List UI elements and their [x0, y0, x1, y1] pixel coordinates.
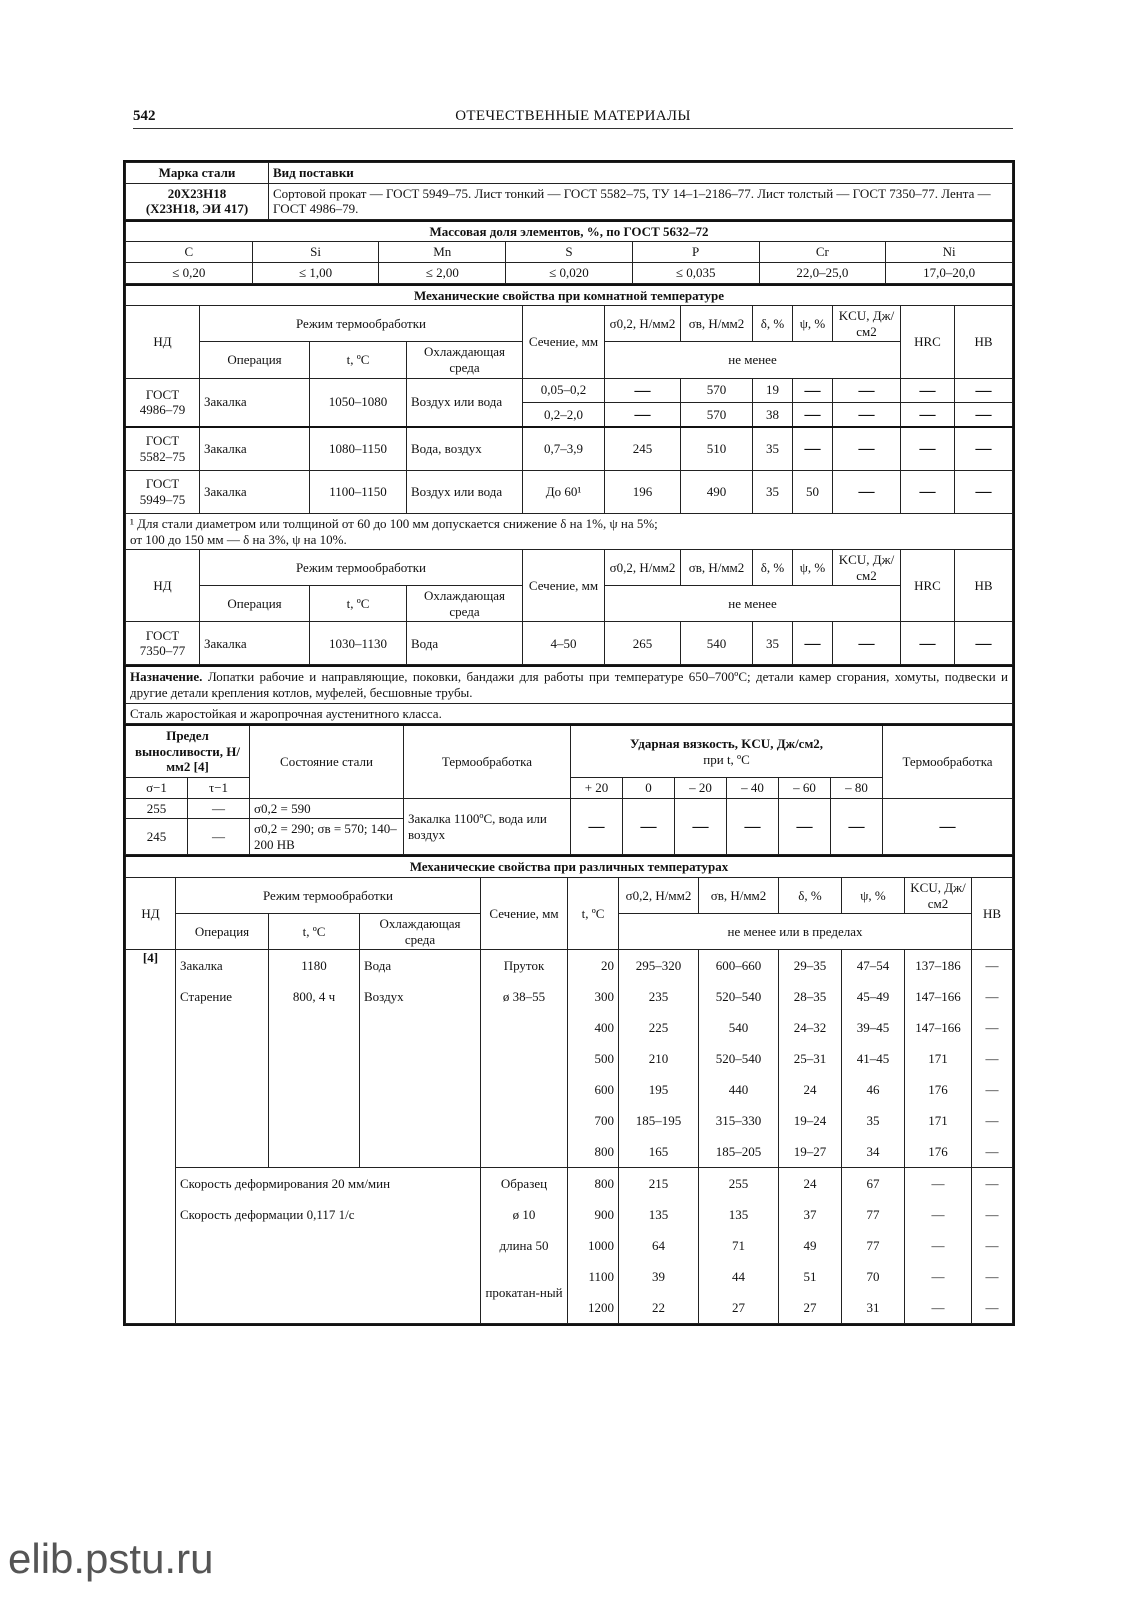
prop-value: 195: [619, 1074, 699, 1105]
prop-value: 440: [699, 1074, 779, 1105]
page-header: [133, 106, 1013, 129]
endurance-table: [125, 724, 1013, 855]
s02-value: —: [605, 402, 681, 427]
prop-value: 44: [699, 1261, 779, 1292]
mech-temp-title: Механические свойства при различных температурах: [126, 856, 1013, 877]
element-value: 22,0–25,0: [759, 262, 886, 283]
nd-value: ГОСТ 5949–75: [126, 470, 200, 513]
temp-header: – 40: [727, 778, 779, 799]
prop-value: 29–35: [779, 950, 842, 982]
prop-value: —: [972, 981, 1013, 1012]
heat2-value: —: [883, 798, 1013, 855]
col-cool: Охлаждающая среда: [407, 586, 523, 622]
nd-value: ГОСТ 7350–77: [126, 622, 200, 665]
t-value: 1050–1080: [310, 378, 407, 427]
kcu-value: —: [833, 427, 901, 471]
prop-value: 165: [619, 1136, 699, 1168]
prop-value: 185–195: [619, 1105, 699, 1136]
prop-value: —: [905, 1292, 972, 1324]
cool-empty: [360, 1012, 481, 1043]
prop-value: 35: [842, 1105, 905, 1136]
psi-value: —: [793, 378, 833, 402]
prop-value: 147–166: [905, 1012, 972, 1043]
element-name: S: [506, 242, 633, 263]
prop-value: —: [972, 1136, 1013, 1168]
element-name: Ni: [886, 242, 1013, 263]
hb-value: —: [955, 622, 1013, 665]
col-sb: σв, Н/мм2: [681, 306, 753, 342]
table-row: [126, 981, 1013, 1012]
col-psi: ψ, %: [793, 550, 833, 586]
col-hrc: HRC: [901, 550, 955, 622]
table-row: [126, 378, 1013, 402]
prop-value: 46: [842, 1074, 905, 1105]
table-row: [126, 427, 1013, 471]
element-value: ≤ 0,020: [506, 262, 633, 283]
t-empty: [269, 1136, 360, 1168]
s02-value: 245: [605, 427, 681, 471]
col-delta: δ, %: [753, 306, 793, 342]
section-value: прокатан-ный: [481, 1261, 568, 1324]
prop-value: 210: [619, 1043, 699, 1074]
temp-value: 1200: [568, 1292, 619, 1324]
prop-value: 39–45: [842, 1012, 905, 1043]
col-section: Сечение, мм: [523, 550, 605, 622]
state-value: σ0,2 = 290; σв = 570; 140–200 НВ: [250, 819, 404, 855]
op-value: Закалка: [200, 378, 310, 427]
composition-table: [125, 220, 1013, 284]
prop-value: —: [972, 1012, 1013, 1043]
op-value: Старение: [176, 981, 269, 1012]
section-value: [481, 1136, 568, 1168]
tau-header: τ−1: [188, 778, 250, 799]
temp-header: – 20: [675, 778, 727, 799]
op-value: Закалка: [200, 470, 310, 513]
op2-value: [176, 1168, 481, 1324]
col-nd: НД: [126, 306, 200, 378]
section-value: 4–50: [523, 622, 605, 665]
op-empty: [176, 1012, 269, 1043]
element-value: ≤ 0,20: [126, 262, 253, 283]
cool-value: Воздух: [360, 981, 481, 1012]
cool-empty: [360, 1136, 481, 1168]
prop-value: 520–540: [699, 1043, 779, 1074]
prop-value: 171: [905, 1043, 972, 1074]
prop-value: —: [972, 1168, 1013, 1200]
purpose-text: Назначение. Лопатки рабочие и направляющие, поковки, бандажи для работы при температуре 650–700ºС; детали камер сгорания, хомуты, подвески и другие детали крепления котлов, муфелей, бесшовные трубы.: [126, 666, 1013, 703]
col-op: Операция: [200, 342, 310, 378]
page-number: 542: [133, 108, 156, 124]
t-value: 1100–1150: [310, 470, 407, 513]
op-empty: [176, 1105, 269, 1136]
kcu-value: —: [833, 378, 901, 402]
prop-value: 135: [619, 1199, 699, 1230]
section-value: [481, 1043, 568, 1074]
element-name: Si: [252, 242, 379, 263]
col-delta: δ, %: [753, 550, 793, 586]
prop-value: 41–45: [842, 1043, 905, 1074]
nd-value: ГОСТ 5582–75: [126, 427, 200, 471]
col-mode: Режим термообработки: [200, 550, 523, 586]
hb-value: —: [955, 427, 1013, 471]
heat-header: Термообработка: [404, 725, 571, 798]
prop-value: 176: [905, 1074, 972, 1105]
col-hb: HB: [955, 306, 1013, 378]
col-op: Операция: [176, 914, 269, 950]
t-empty: [269, 1012, 360, 1043]
temp-value: 1000: [568, 1230, 619, 1261]
temp-value: 400: [568, 1012, 619, 1043]
prop-value: —: [972, 950, 1013, 982]
temp-value: 500: [568, 1043, 619, 1074]
col-psi: ψ, %: [793, 306, 833, 342]
prop-value: —: [905, 1261, 972, 1292]
psi-value: 50: [793, 470, 833, 513]
tau-value: —: [188, 819, 250, 855]
d-value: 38: [753, 402, 793, 427]
section-value: [481, 1074, 568, 1105]
prop-value: 255: [699, 1168, 779, 1200]
t-value: 1030–1130: [310, 622, 407, 665]
hrc-value: —: [901, 470, 955, 513]
col-hb: HB: [955, 550, 1013, 622]
hrc-value: —: [901, 427, 955, 471]
section-value: ø 10: [481, 1199, 568, 1230]
table-row: [126, 950, 1013, 982]
table-row: [126, 622, 1013, 665]
psi-value: —: [793, 622, 833, 665]
prop-value: —: [905, 1230, 972, 1261]
prop-value: —: [972, 1199, 1013, 1230]
prop-value: 49: [779, 1230, 842, 1261]
prop-value: 540: [699, 1012, 779, 1043]
composition-elements: [126, 242, 1013, 263]
prop-value: 67: [842, 1168, 905, 1200]
col-mode: Режим термообработки: [176, 878, 481, 914]
temp-value: 900: [568, 1199, 619, 1230]
op-empty: [176, 1043, 269, 1074]
col-sb: σв, Н/мм2: [681, 550, 753, 586]
sigma-value: 245: [126, 819, 188, 855]
page-title: ОТЕЧЕСТВЕННЫЕ МАТЕРИАЛЫ: [455, 108, 691, 124]
hrc-value: —: [901, 622, 955, 665]
d-value: 35: [753, 470, 793, 513]
col-s02: σ0,2, Н/мм2: [619, 878, 699, 914]
composition-values: [126, 262, 1013, 283]
col-hrc: HRC: [901, 306, 955, 378]
prop-value: 185–205: [699, 1136, 779, 1168]
prop-value: 22: [619, 1292, 699, 1324]
steel-datasheet: [123, 160, 1015, 1326]
col-t: t, ºС: [310, 586, 407, 622]
t-value: 1080–1150: [310, 427, 407, 471]
purpose-table: [125, 665, 1013, 724]
composition-title: Массовая доля элементов, %, по ГОСТ 5632–72: [126, 221, 1013, 242]
op-value: Закалка: [200, 622, 310, 665]
footnote: ¹ Для стали диаметром или толщиной от 60 до 100 мм допускается снижение δ на 1%, ψ на 5%; от 100 до 150 мм — δ на 3%, ψ на 10%.: [126, 513, 1013, 549]
sb-value: 570: [681, 378, 753, 402]
table-row: [126, 1105, 1013, 1136]
hb-value: —: [955, 470, 1013, 513]
t-empty: [269, 1074, 360, 1105]
element-name: Cr: [759, 242, 886, 263]
col-delta: δ, %: [779, 878, 842, 914]
section-value: длина 50: [481, 1230, 568, 1261]
element-value: ≤ 1,00: [252, 262, 379, 283]
prop-value: 147–166: [905, 981, 972, 1012]
prop-value: —: [972, 1261, 1013, 1292]
col-t: t, ºС: [310, 342, 407, 378]
cool-value: Вода, воздух: [407, 427, 523, 471]
op-empty: [176, 1136, 269, 1168]
prop-value: 235: [619, 981, 699, 1012]
prop-value: —: [972, 1105, 1013, 1136]
cool-empty: [360, 1043, 481, 1074]
prop-value: 77: [842, 1199, 905, 1230]
prop-value: 295–320: [619, 950, 699, 982]
temp-header: – 80: [831, 778, 883, 799]
d-value: 19: [753, 378, 793, 402]
steel-class-text: Сталь жаростойкая и жаропрочная аустенитного класса.: [126, 703, 1013, 724]
sb-value: 570: [681, 402, 753, 427]
op-empty: [176, 1074, 269, 1105]
temp-header: 0: [623, 778, 675, 799]
col-kcu: KCU, Дж/см2: [905, 878, 972, 914]
col-op: Операция: [200, 586, 310, 622]
heat2-header: Термообработка: [883, 725, 1013, 798]
kcu-value: —: [727, 798, 779, 855]
section-value: [481, 1012, 568, 1043]
prop-value: 25–31: [779, 1043, 842, 1074]
prop-value: 51: [779, 1261, 842, 1292]
prop-value: 24: [779, 1168, 842, 1200]
prop-value: 137–186: [905, 950, 972, 982]
prop-value: 77: [842, 1230, 905, 1261]
prop-value: —: [905, 1168, 972, 1200]
temp-value: 600: [568, 1074, 619, 1105]
sb-value: 540: [681, 622, 753, 665]
col-s02: σ0,2, Н/мм2: [605, 550, 681, 586]
temp-value: 20: [568, 950, 619, 982]
temp-value: 800: [568, 1136, 619, 1168]
prop-value: 19–27: [779, 1136, 842, 1168]
prop-value: —: [905, 1199, 972, 1230]
psi-value: —: [793, 402, 833, 427]
section-value: 0,7–3,9: [523, 427, 605, 471]
hrc-value: —: [901, 402, 955, 427]
prop-value: 171: [905, 1105, 972, 1136]
deform-label: Скорость деформирования 20 мм/мин: [180, 1176, 391, 1192]
prop-value: 176: [905, 1136, 972, 1168]
mech-room-table: [125, 284, 1013, 666]
s02-value: 265: [605, 622, 681, 665]
table-row: [126, 1136, 1013, 1168]
col-cool: Охлаждающая среда: [360, 914, 481, 950]
t-empty: [269, 1043, 360, 1074]
prop-value: 215: [619, 1168, 699, 1200]
t-value: 1180: [269, 950, 360, 982]
prop-value: 64: [619, 1230, 699, 1261]
col-min: не менее: [605, 586, 901, 622]
prop-value: 28–35: [779, 981, 842, 1012]
table-row: [126, 1043, 1013, 1074]
element-name: C: [126, 242, 253, 263]
prop-value: —: [972, 1230, 1013, 1261]
section-value: До 60¹: [523, 470, 605, 513]
grade-label: Марка стали: [126, 163, 269, 184]
kcu-value: —: [833, 622, 901, 665]
d-value: 35: [753, 622, 793, 665]
s02-value: 196: [605, 470, 681, 513]
ref-value: [4]: [126, 950, 176, 1324]
col-temp: t, ºС: [568, 878, 619, 950]
table-row: [126, 1168, 1013, 1200]
col-min: не менее: [605, 342, 901, 378]
kcu-value: —: [779, 798, 831, 855]
grade-table: [125, 162, 1013, 220]
kcu-value: —: [833, 470, 901, 513]
prop-value: 24–32: [779, 1012, 842, 1043]
t-value: 800, 4 ч: [269, 981, 360, 1012]
temp-header: + 20: [571, 778, 623, 799]
prop-value: 71: [699, 1230, 779, 1261]
prop-value: 24: [779, 1074, 842, 1105]
sigma-value: 255: [126, 798, 188, 819]
mech-room-title: Механические свойства при комнатной температуре: [126, 285, 1013, 306]
col-section: Сечение, мм: [523, 306, 605, 378]
col-t: t, ºС: [269, 914, 360, 950]
cool-empty: [360, 1105, 481, 1136]
treatment-value: Закалка 1100ºС, вода или воздух: [404, 798, 571, 855]
kcu-value: —: [831, 798, 883, 855]
table-row: [126, 1074, 1013, 1105]
hb-value: —: [955, 402, 1013, 427]
prop-value: —: [972, 1292, 1013, 1324]
prop-value: —: [972, 1074, 1013, 1105]
section-value: Образец: [481, 1168, 568, 1200]
element-name: P: [632, 242, 759, 263]
sb-value: 510: [681, 427, 753, 471]
col-s02: σ0,2, Н/мм2: [605, 306, 681, 342]
cool-value: Вода: [407, 622, 523, 665]
cool-value: Воздух или вода: [407, 470, 523, 513]
sigma-header: σ−1: [126, 778, 188, 799]
table-row: [126, 470, 1013, 513]
supply-label: Вид поставки: [269, 163, 1013, 184]
grade-name: 20Х23Н18 (Х23Н18, ЭИ 417): [126, 183, 269, 219]
prop-value: 70: [842, 1261, 905, 1292]
hb-value: —: [955, 378, 1013, 402]
state-header: Состояние стали: [250, 725, 404, 798]
prop-value: 225: [619, 1012, 699, 1043]
section-value: 0,05–0,2: [523, 378, 605, 402]
section-value: 0,2–2,0: [523, 402, 605, 427]
prop-value: 135: [699, 1199, 779, 1230]
temp-value: 800: [568, 1168, 619, 1200]
section-value: [481, 1105, 568, 1136]
element-value: 17,0–20,0: [886, 262, 1013, 283]
kcu-value: —: [623, 798, 675, 855]
prop-value: 39: [619, 1261, 699, 1292]
col-mode: Режим термообработки: [200, 306, 523, 342]
prop-value: 19–24: [779, 1105, 842, 1136]
cool-empty: [360, 1074, 481, 1105]
col-nd: НД: [126, 878, 176, 950]
col-psi: ψ, %: [842, 878, 905, 914]
psi-value: —: [793, 427, 833, 471]
endurance-header: Предел выносливости, Н/мм2 [4]: [126, 725, 250, 777]
col-kcu: KCU, Дж/см2: [833, 550, 901, 586]
hrc-value: —: [901, 378, 955, 402]
kcu-value: —: [833, 402, 901, 427]
cool-value: Воздух или вода: [407, 378, 523, 427]
kcu-value: —: [571, 798, 623, 855]
element-value: ≤ 0,035: [632, 262, 759, 283]
prop-value: 37: [779, 1199, 842, 1230]
prop-value: 315–330: [699, 1105, 779, 1136]
element-value: ≤ 2,00: [379, 262, 506, 283]
temp-value: 1100: [568, 1261, 619, 1292]
prop-value: 27: [779, 1292, 842, 1324]
temp-header: – 60: [779, 778, 831, 799]
col-kcu: KCU, Дж/см2: [833, 306, 901, 342]
watermark: elib.pstu.ru: [8, 1535, 214, 1582]
cool-value: Вода: [360, 950, 481, 982]
t-empty: [269, 1105, 360, 1136]
temp-value: 700: [568, 1105, 619, 1136]
prop-value: —: [972, 1043, 1013, 1074]
col-section: Сечение, мм: [481, 878, 568, 950]
deform-label: Скорость деформации 0,117 1/с: [180, 1207, 355, 1223]
col-sb: σв, Н/мм2: [699, 878, 779, 914]
col-nd: НД: [126, 550, 200, 622]
prop-value: 34: [842, 1136, 905, 1168]
mech-temp-table: [125, 855, 1013, 1324]
col-hb: HB: [972, 878, 1013, 950]
temp-value: 300: [568, 981, 619, 1012]
d-value: 35: [753, 427, 793, 471]
table-row: [126, 1012, 1013, 1043]
s02-value: —: [605, 378, 681, 402]
kcu-header: Ударная вязкость, KCU, Дж/см2, при t, ºС: [571, 725, 883, 777]
col-range: не менее или в пределах: [619, 914, 972, 950]
element-name: Mn: [379, 242, 506, 263]
section-value: ø 38–55: [481, 981, 568, 1012]
prop-value: 27: [699, 1292, 779, 1324]
kcu-value: —: [675, 798, 727, 855]
nd-value: ГОСТ 4986–79: [126, 378, 200, 427]
col-cool: Охлаждающая среда: [407, 342, 523, 378]
prop-value: 45–49: [842, 981, 905, 1012]
op-value: Закалка: [200, 427, 310, 471]
prop-value: 31: [842, 1292, 905, 1324]
prop-value: 600–660: [699, 950, 779, 982]
section-value: Пруток: [481, 950, 568, 982]
sb-value: 490: [681, 470, 753, 513]
op-value: Закалка: [176, 950, 269, 982]
state-value: σ0,2 = 590: [250, 798, 404, 819]
tau-value: —: [188, 798, 250, 819]
supply-text: Сортовой прокат — ГОСТ 5949–75. Лист тонкий — ГОСТ 5582–75, ТУ 14–1–2186–77. Лист толстый — ГОСТ 7350–77. Лента — ГОСТ 4986–79.: [269, 183, 1013, 219]
prop-value: 47–54: [842, 950, 905, 982]
prop-value: 520–540: [699, 981, 779, 1012]
